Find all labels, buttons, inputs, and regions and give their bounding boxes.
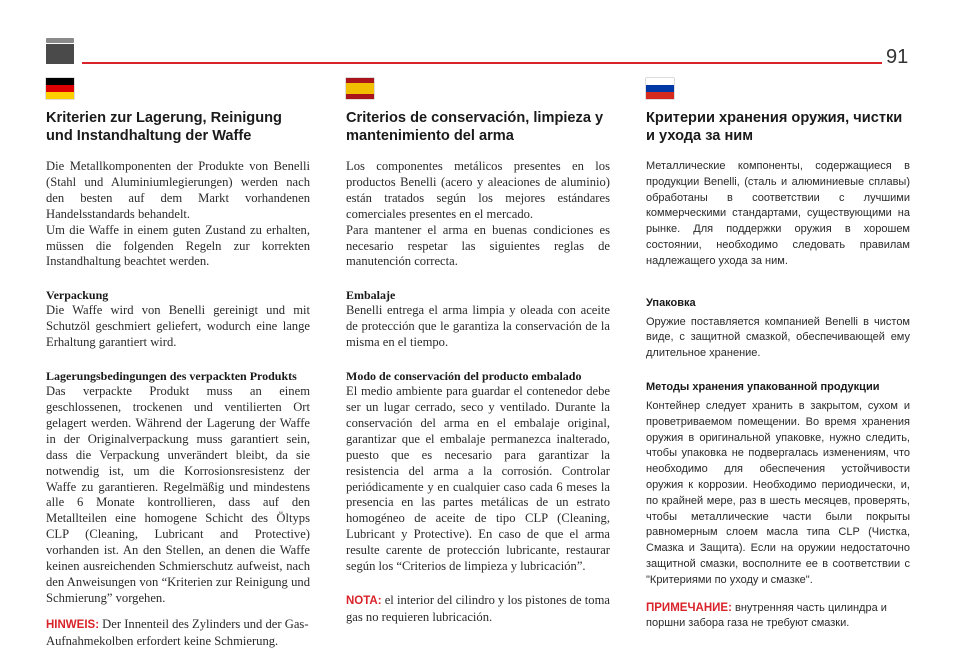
packaging-paragraph: Оружие поставляется компанией Benelli в чистом виде, с защитной смазкой, обеспечивающей ему длительное хранение. (646, 315, 910, 360)
note-text: Der Innenteil des Zylinders und der Gas-Aufnahmekolben erfordert keine Schmierung. (46, 616, 309, 648)
column-russian (646, 78, 910, 632)
intro-paragraph: Die Metallkomponenten der Produkte von Benelli (Stahl und Aluminiumlegierungen) werden nach den besten auf dem Markt vorhandenen Handelsstandards behandelt. (46, 159, 310, 221)
flag-stripe-1 (646, 78, 674, 85)
packaging-paragraph: Die Waffe wird von Benelli gereinigt und mit Schutzöl geschmiert geliefert, wodurch eine lange Erhaltung garantiert wird. (46, 303, 310, 350)
intro-paragraph-2: Para mantener el arma en buenas condiciones es necesario respetar las siguientes reglas de manutención correcta. (346, 222, 610, 269)
header-rule (82, 62, 882, 64)
flag-stripe-3 (46, 92, 74, 99)
note-label: HINWEIS: (46, 618, 100, 631)
storage-paragraph: El medio ambiente para guardar el contenedor debe ser un lugar cerrado, seco y ventilado. Durante la conservación del arma en el embalaje original, garantizar que el embalaje permanezca inalterado, puesto que es necesario para garantizar la resistencia del arma a la corrosión. Controlar periódicamente y en cualquier caso cada 6 meses la presencia en las partes metálicas de un estrato homogéneo de aceite de tipo CLP (Cleaning, Lubricant y Protective). En caso de que el arma resulte carente de protección lubricante, restaurar según los “Criterios de limpieza y lubricación”. (346, 384, 610, 574)
section-title: Criterios de conservación, limpieza y mantenimiento del arma (346, 110, 604, 144)
subheading-storage: Modo de conservación del producto embalado (346, 369, 582, 384)
note-label: NOTA: (346, 594, 382, 607)
corner-block-bottom (46, 44, 74, 64)
flag-stripe-3 (346, 94, 374, 99)
flag-stripe-3 (646, 92, 674, 99)
intro-paragraph: Металлические компоненты, содержащиеся в продукции Benelli, (сталь и алюминиевые сплавы) обработаны в соответствии с лучшими коммерческими стандартами, существующими на рынке. Для поддержки оружия в хорошем состоянии, необходимо следовать правилам надлежащего ухода за ним. (646, 160, 910, 267)
spanish-flag-icon (346, 78, 374, 99)
subheading-packaging: Verpackung (46, 288, 109, 303)
note-text: el interior del cilindro y los pistones de toma gas no requieren lubricación. (346, 592, 610, 624)
intro-paragraph-2: Um die Waffe in einem guten Zustand zu erhalten, müssen die folgenden Regeln zur korrekten Instandhaltung beachtet werden. (46, 222, 310, 269)
corner-logo-block (46, 38, 74, 64)
storage-paragraph: Das verpackte Produkt muss an einem geschlossenen, trockenen und ventilierten Ort gelagert werden. Während der Lagerung der Waffe in der Originalverpackung muss garantiert sein, dass die Verpackung unverändert bleibt, da sie notwendig ist, um die Korrosionsresistenz der Waffe zu garantieren. Regelmäßig und mindestens alle 6 Monate kontrollieren, dass auf den Metallteilen eine homogene Schicht des Öltyps CLP (Cleaning, Lubricant and Protective) vorhanden ist. An den Stellen, an denen die Waffe keinen ausreichenden Schmierschutz aufweist, nach den Anweisungen von “Kriterien zur Reinigung und Schmierung” vorgehen. (46, 384, 310, 605)
column-spanish (346, 78, 610, 626)
section-title: Kriterien zur Lagerung, Reinigung und Instandhaltung der Waffe (46, 110, 282, 144)
russian-flag-icon (646, 78, 674, 99)
subheading-packaging: Упаковка (646, 296, 696, 309)
flag-stripe-2 (346, 83, 374, 94)
intro-paragraph: Los componentes metálicos presentes en los productos Benelli (acero y aleaciones de aluminio) están tratados según los mejores estándares comerciales presentes en el mercado. (346, 159, 610, 221)
packaging-paragraph: Benelli entrega el arma limpia y oleada con aceite de protección que le garantiza la conservación de la misma en el tiempo. (346, 303, 610, 350)
german-flag-icon (46, 78, 74, 99)
note (646, 601, 910, 633)
section-title: Критерии хранения оружия, чистки и ухода за ним (646, 110, 903, 144)
flag-stripe-2 (646, 85, 674, 92)
note (46, 617, 310, 650)
subheading-storage: Lagerungsbedingungen des verpackten Produkts (46, 369, 297, 384)
subheading-packaging: Embalaje (346, 288, 396, 303)
column-german (46, 78, 310, 650)
corner-block-top (46, 38, 74, 43)
storage-paragraph: Контейнер следует хранить в закрытом, сухом и проветриваемом помещении. Во время хранения оружия в оригинальной упаковке, нужно следить, чтобы упаковка не подвергалась изменениям, что необходимо для обеспечения устойчивости оружия к коррозии. Необходимо периодически, и, по крайней мере, раз в шесть месяцев, проверять, чтобы металлические части были покрыты равномерным слоем масла типа CLP (Чистка, Смазка и Защита). Если на оружии недостаточно защитной смазки, восполните ее в соответствии с "Критериями по уходу и смазке". (646, 399, 910, 586)
note (346, 593, 610, 626)
subheading-storage: Методы хранения упакованной продукции (646, 380, 880, 393)
page-number: 91 (886, 46, 909, 68)
flag-stripe-1 (46, 78, 74, 85)
flag-stripe-2 (46, 85, 74, 92)
note-label: ПРИМЕЧАНИЕ: (646, 601, 732, 614)
note-text: внутренняя часть цилиндра и поршни забора газа не требуют смазки. (646, 601, 887, 630)
